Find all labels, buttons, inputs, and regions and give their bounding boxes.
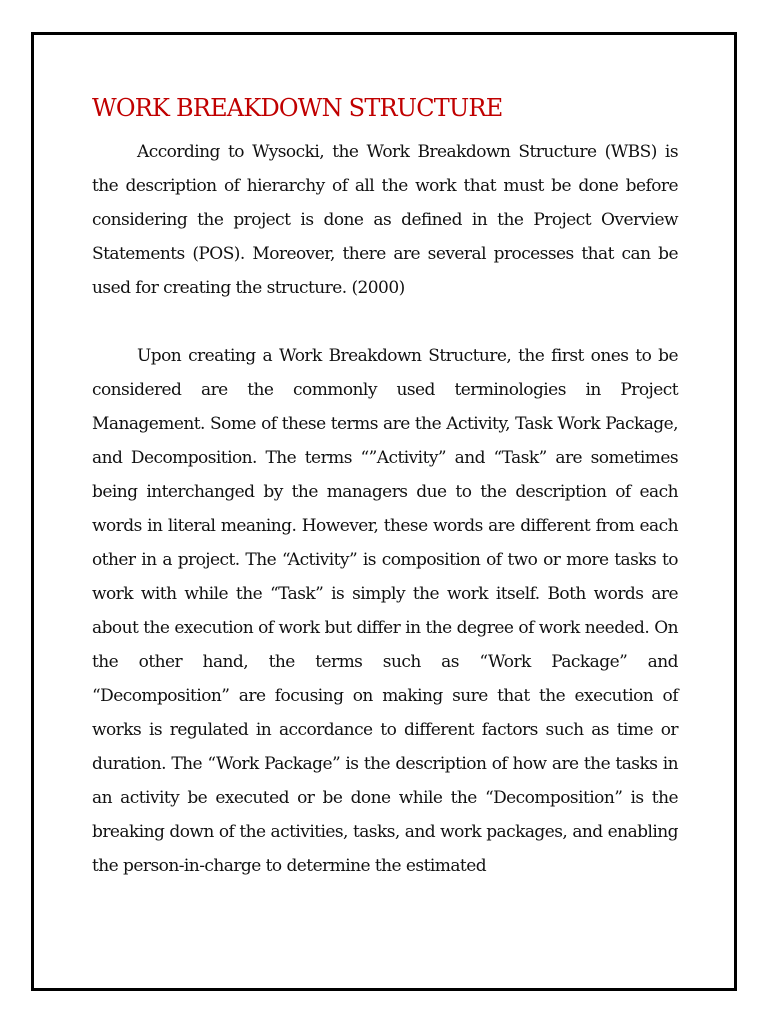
paragraph-2: Upon creating a Work Breakdown Structure, the first ones to be considered are the commonly used terminologies in Project Management. Some of these terms are the Activity, Task Work Package, and Decomposition. The terms “”Activity” and “Task” are sometimes being interchanged by the managers due to the description of each words in literal meaning. However, these words are different from each other in a project. The “Activity” is composition of two or more tasks to work with while the “Task” is simply the work itself. Both words are about the execution of work but differ in the degree of work needed. On the other hand, the terms such as “Work Package” and “Decomposition” are focusing on making sure that the execution of works is regulated in accordance to different factors such as time or duration. The “Work Package” is the description of how are the tasks in an activity be executed or be done while the “Decomposition” is the breaking down of the activities, tasks, and work packages, and enabling the person-in-charge to determine the estimated [92,346,678,876]
paragraph-1: According to Wysocki, the Work Breakdown Structure (WBS) is the description of hierarchy of all the work that must be done before considering the project is done as defined in the Project Overview Statements (POS). Moreover, there are several processes that can be used for creating the structure. (2000) [92,142,678,298]
document-page [31,32,737,991]
page-title: WORK BREAKDOWN STRUCTURE [92,94,503,122]
